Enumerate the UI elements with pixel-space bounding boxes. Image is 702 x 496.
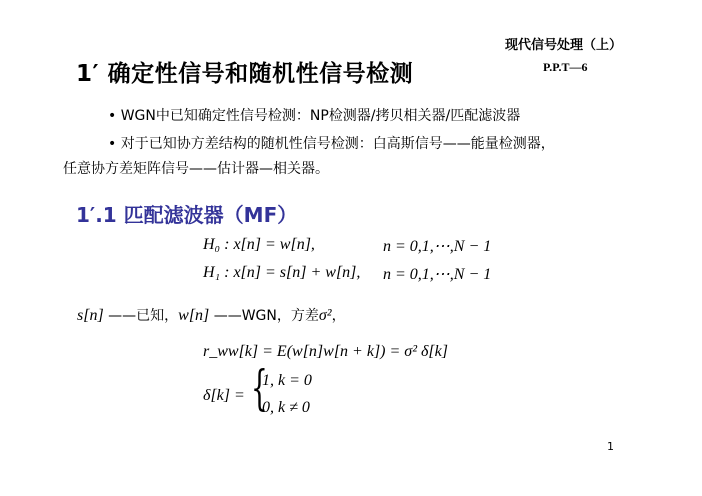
sig-punct: ， [331,308,346,324]
signal-known-text: ——已知， [103,308,179,324]
bullet-2: • 对于已知协方差结构的随机性信号检测：白高斯信号——能量检测器， [108,136,555,152]
slide-title: 1′ 确定性信号和随机性信号检测 [76,61,414,87]
hypothesis-h0: H₀ : x[n] = w[n], [203,236,315,253]
noise-wgn-text: ——WGN，方差 [209,308,319,324]
cases-brace: { [251,360,268,416]
bullet-1: • WGN中已知确定性信号检测：NP检测器/拷贝相关器/匹配滤波器 [108,108,521,124]
signal-symbol: s[n] [77,307,104,324]
delta-lhs: δ[k] = [203,387,245,404]
bullet-2-continuation: 任意协方差矩阵信号——估计器—相关器。 [63,161,329,177]
slide-code: P.P.T—6 [543,60,588,74]
delta-case-1: 1, k = 0 [262,372,312,389]
page-number: 1 [607,440,614,453]
hypothesis-h1: H₁ : x[n] = s[n] + w[n], [203,264,361,281]
delta-case-2: 0, k ≠ 0 [262,399,310,416]
noise-symbol: w[n] [178,307,210,324]
hypothesis-h0-range: n = 0,1,⋯,N − 1 [383,238,492,255]
signal-definition [77,305,346,325]
course-title: 现代信号处理（上） [505,38,623,53]
variance-symbol: σ² [318,307,332,324]
autocorrelation-formula: r_ww[k] = E(w[n]w[n + k]) = σ² δ[k] [203,343,448,360]
section-heading: 1′.1 匹配滤波器（MF） [76,203,298,227]
hypothesis-h1-range: n = 0,1,⋯,N − 1 [383,266,492,283]
